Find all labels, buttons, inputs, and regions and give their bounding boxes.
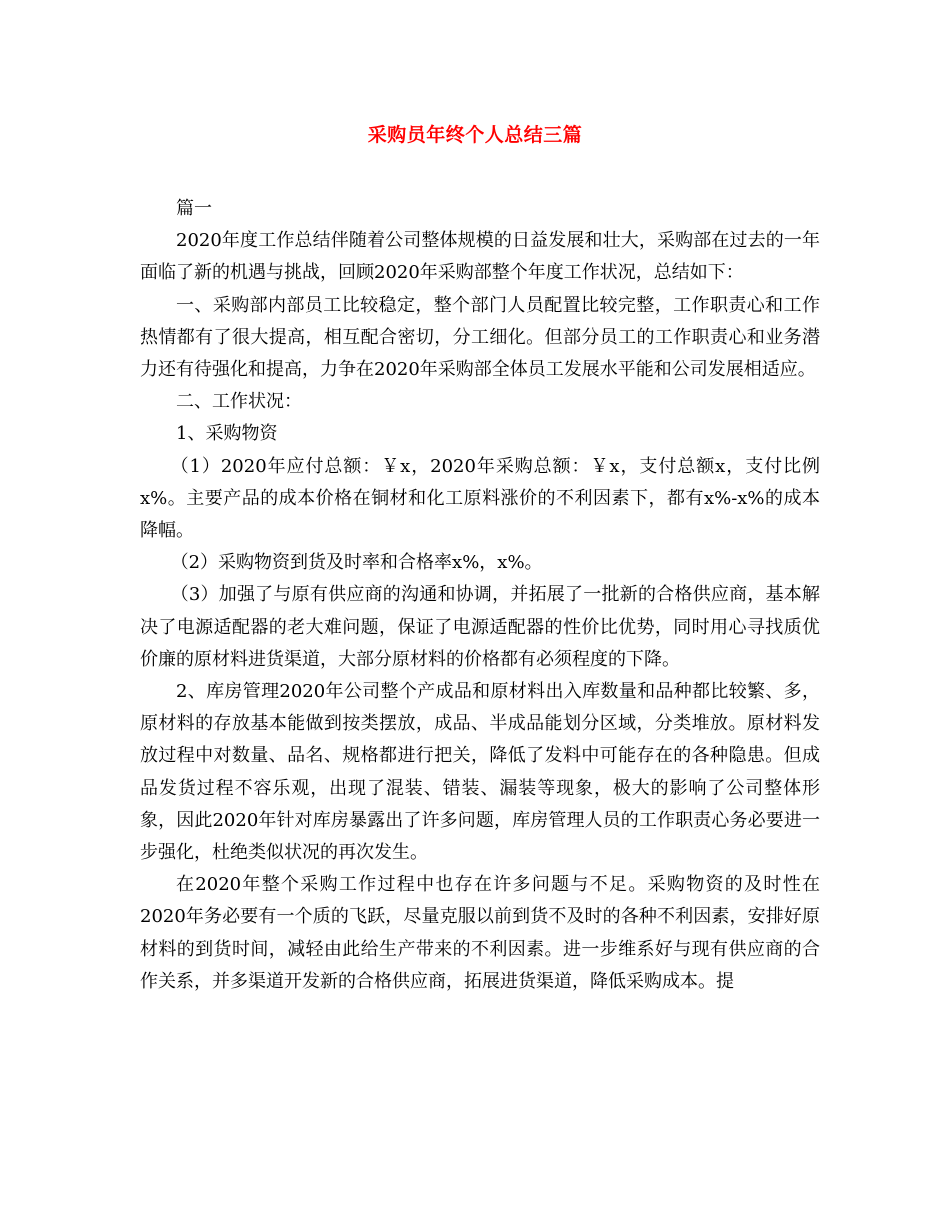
paragraph-staff: 一、采购部内部员工比较稳定，整个部门人员配置比较完整，工作职责心和工作热情都有了很大提高，相互配合密切，分工细化。但部分员工的工作职责心和业务潜力还有待强化和提高，力争在2020年采购部全体员工发展水平能和公司发展相适应。 <box>140 294 820 381</box>
document-title: 采购员年终个人总结三篇 <box>367 124 583 146</box>
section-heading: 篇一 <box>176 198 212 219</box>
paragraph-procurement-heading: 1、采购物资 <box>176 423 278 445</box>
paragraph-item-3: （3）加强了与原有供应商的沟通和协调，并拓展了一批新的合格供应商，基本解决了电源适配器的老大难问题，保证了电源适配器的性价比优势，同时用心寻找质优价廉的原材料进货渠道，大部分原材料的价格都有必须程度的下降。 <box>140 584 820 670</box>
paragraph-work-status-heading: 二、工作状况： <box>176 391 302 413</box>
paragraph-warehouse: 2、库房管理2020年公司整个产成品和原材料出入库数量和品种都比较繁、多，原材料的存放基本能做到按类摆放，成品、半成品能划分区域，分类堆放。原材料发放过程中对数量、品名、规格都进行把关，降低了发料中可能存在的各种隐患。但成品发货过程不容乐观，出现了混装、错装、漏装等现象，极大的影响了公司整体形象，因此2020年针对库房暴露出了许多问题，库房管理人员的工作职责心务必要进一步强化，杜绝类似状况的再次发生。 <box>140 681 820 864</box>
paragraph-item-2: （2）采购物资到货及时率和合格率x%，x%。 <box>170 552 543 574</box>
paragraph-intro: 2020年度工作总结伴随着公司整体规模的日益发展和壮大，采购部在过去的一年面临了新的机遇与挑战，回顾2020年采购部整个年度工作状况，总结如下： <box>140 230 820 284</box>
document-body <box>140 193 820 998</box>
paragraph-problems: 在2020年整个采购工作过程中也存在许多问题与不足。采购物资的及时性在2020年务必要有一个质的飞跃，尽量克服以前到货不及时的各种不利因素，安排好原材料的到货时间，减轻由此给生产带来的不利因素。进一步维系好与现有供应商的合作关系，并多渠道开发新的合格供应商，拓展进货渠道，降低采购成本。提 <box>140 874 820 992</box>
paragraph-item-1: （1）2020年应付总额：￥x，2020年采购总额：￥x，支付总额x，支付比例x%。主要产品的成本价格在铜材和化工原料涨价的不利因素下，都有x%-x%的成本降幅。 <box>140 455 820 542</box>
